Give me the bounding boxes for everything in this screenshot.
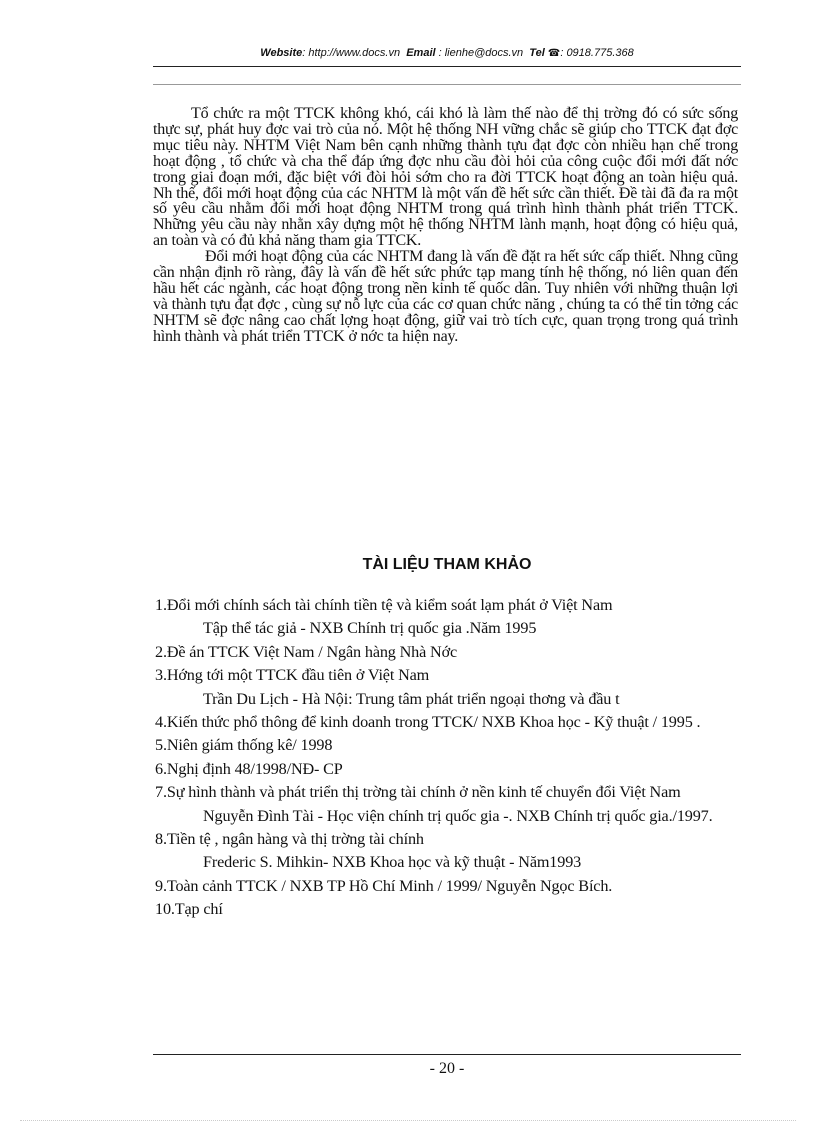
header-rule-secondary <box>153 84 741 85</box>
reference-detail: Tập thể tác giả - NXB Chính trị quốc gia .Năm 1995 <box>203 619 537 638</box>
email-label: Email <box>406 47 436 59</box>
reference-item: 8.Tiền tệ , ngân hàng và thị trờng tài chính <box>155 830 424 849</box>
references-list <box>155 594 738 922</box>
reference-item: 9.Toàn cảnh TTCK / NXB TP Hồ Chí Minh / 1999/ Nguyễn Ngọc Bích. <box>155 876 613 895</box>
reference-item: 4.Kiến thức phổ thông để kinh doanh trong TTCK/ NXB Khoa học - Kỹ thuật / 1995 . <box>155 713 701 732</box>
reference-item: 6.Nghị định 48/1998/NĐ- CP <box>155 759 343 778</box>
page-header <box>153 47 741 59</box>
tel-value: : 0918.775.368 <box>560 47 634 59</box>
page-edge <box>20 1120 796 1121</box>
reference-item: 3.Hớng tới một TTCK đầu tiên ở Việt Nam <box>155 666 430 685</box>
page-number: - 20 - <box>429 1060 465 1077</box>
paragraph: Tổ chức ra một TTCK không khó, cái khó là làm thế nào để thị trờng đó có sức sống thực sự, phát huy đợc vai trò của nó. Một hệ thống NH vững chắc sẽ giúp cho TTCK đạt đợc mục tiêu này. NHTM Việt Nam bên cạnh những thành tựu đạt đợc còn nhiều hạn chế trong hoạt động , tổ chức và cha thể đáp ứng đợc nhu cầu đòi hỏi của công cuộc đổi mới đất nớc trong giai đoạn mới, đặc biệt với đòi hỏi sớm cho ra đời TTCK hoạt động an toàn hiệu quả. Nh thế, đổi mới hoạt động của các NHTM là một vấn đề hết sức cần thiết. Đề tài đã đa ra một số yêu cầu nhằm đổi mới hoạt động NHTM trong quá trình hình thành phát triển TTCK. Những yêu cầu này nhằn xây dựng một hệ thống NHTM lành mạnh, hoạt động có hiệu quả, an toàn và có đủ khả năng tham gia TTCK. <box>153 105 738 250</box>
footer-rule <box>153 1054 741 1055</box>
phone-icon: ☎ <box>547 48 561 59</box>
tel-label: Tel <box>529 47 545 59</box>
reference-detail: Nguyễn Đình Tài - Học viện chính trị quốc gia -. NXB Chính trị quốc gia./1997. <box>203 806 713 825</box>
reference-item: 7.Sự hình thành và phát triển thị trờng tài chính ở nền kinh tế chuyển đổi Việt Nam <box>155 783 681 802</box>
website-label: Website <box>260 47 303 59</box>
reference-detail: Trần Du Lịch - Hà Nội: Trung tâm phát triển ngoại thơng và đầu t <box>203 689 620 708</box>
paragraph: Đổi mới hoạt động của các NHTM đang là vấn đề đặt ra hết sức cấp thiết. Nhng cũng cần nhận định rõ ràng, đây là vấn đề hết sức phức tạp mang tính hệ thống, nó liên quan đến hầu hết các ngành, các hoạt động trong nền kinh tế quốc dân. Tuy nhiên với những thuận lợi và thành tựu đạt đợc , cùng sự nỗ lực của các cơ quan chức năng , chúng ta có thể tin tởng các NHTM sẽ đợc nâng cao chất lợng hoạt động, giữ vai trò tích cực, quan trọng trong quá trình hình thành và phát triển TTCK ở nớc ta hiện nay. <box>153 248 738 345</box>
reference-item: 1.Đổi mới chính sách tài chính tiền tệ và kiểm soát lạm phát ở Việt Nam <box>155 596 613 614</box>
reference-item: 2.Đề án TTCK Việt Nam / Ngân hàng Nhà Nớc <box>155 642 458 661</box>
email-value: : lienhe@docs.vn <box>438 47 524 59</box>
website-value: : http://www.docs.vn <box>302 47 401 59</box>
header-rule <box>153 66 741 67</box>
reference-item: 10.Tạp chí <box>155 900 223 919</box>
references-title: TÀI LIỆU THAM KHẢO <box>362 556 532 573</box>
reference-detail: Frederic S. Mihkin- NXB Khoa học và kỹ thuật - Năm1993 <box>203 853 582 872</box>
conclusion-text <box>153 106 738 345</box>
reference-item: 5.Niên giám thống kê/ 1998 <box>155 736 333 755</box>
